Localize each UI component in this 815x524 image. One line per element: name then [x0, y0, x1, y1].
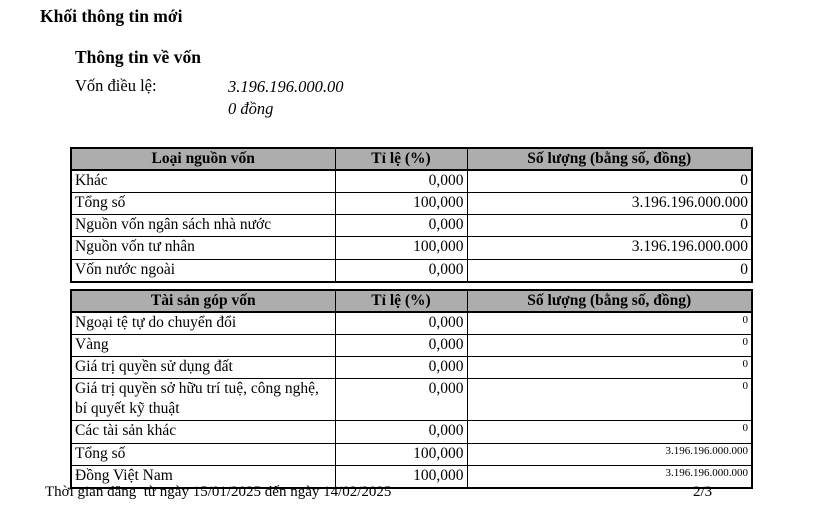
amount-cell: 0: [467, 379, 752, 421]
ratio-cell: 0,000: [335, 334, 467, 356]
ratio-cell: 100,000: [335, 237, 467, 259]
charter-capital-value: [228, 76, 418, 121]
ratio-cell: 0,000: [335, 421, 467, 443]
row-label-cell: Tổng số: [71, 193, 335, 215]
page-title: Khối thông tin mới: [40, 6, 183, 26]
table-row: [71, 312, 752, 335]
ratio-cell: 100,000: [335, 193, 467, 215]
header-row: [71, 148, 752, 170]
row-label-cell: Đồng Việt Nam: [71, 465, 335, 488]
column-header: Số lượng (bằng số, đồng): [467, 148, 752, 170]
charter-capital-value-line-1: 3.196.196.000.00: [228, 77, 344, 96]
amount-cell: 0: [467, 356, 752, 378]
amount-cell: 3.196.196.000.000: [467, 237, 752, 259]
tables-container: [70, 147, 751, 489]
column-header: Tỉ lệ (%): [335, 148, 467, 170]
capital-source-table: [70, 147, 753, 283]
ratio-cell: 0,000: [335, 259, 467, 282]
amount-cell: 0: [467, 259, 752, 282]
amount-cell: 3.196.196.000.000: [467, 443, 752, 465]
amount-cell: 0: [467, 215, 752, 237]
table-row: [71, 356, 752, 378]
amount-cell: 0: [467, 170, 752, 193]
ratio-cell: 100,000: [335, 465, 467, 488]
table-row: [71, 379, 752, 421]
table-row: [71, 215, 752, 237]
asset-contribution-table: [70, 289, 753, 489]
header-row: [71, 290, 752, 312]
section-title: Thông tin về vốn: [75, 47, 201, 67]
charter-capital-label: Vốn điều lệ:: [75, 76, 157, 95]
row-label-cell: Giá trị quyền sử dụng đất: [71, 356, 335, 378]
table-row: [71, 443, 752, 465]
ratio-cell: 0,000: [335, 215, 467, 237]
table-row: [71, 237, 752, 259]
ratio-cell: 0,000: [335, 312, 467, 335]
row-label-cell: Khác: [71, 170, 335, 193]
table-row: [71, 170, 752, 193]
ratio-cell: 0,000: [335, 379, 467, 421]
charter-capital-value-line-2: 0 đồng: [228, 99, 274, 119]
row-label-cell: Giá trị quyền sở hữu trí tuệ, công nghệ, bí quyết kỹ thuật: [71, 379, 335, 421]
column-header: Loại nguồn vốn: [71, 148, 335, 170]
row-label-cell: Vàng: [71, 334, 335, 356]
table-row: [71, 421, 752, 443]
row-label-cell: Nguồn vốn ngân sách nhà nước: [71, 215, 335, 237]
row-label-cell: Nguồn vốn tư nhân: [71, 237, 335, 259]
footer-period-text: Thời gian đăng từ ngày 15/01/2025 đến ngày 14/02/2025: [45, 484, 392, 500]
row-label-cell: Vốn nước ngoài: [71, 259, 335, 282]
footer-page-number: 2/3: [693, 484, 713, 500]
ratio-cell: 0,000: [335, 356, 467, 378]
amount-cell: 0: [467, 312, 752, 335]
column-header: Tài sản góp vốn: [71, 290, 335, 312]
amount-cell: 3.196.196.000.000: [467, 193, 752, 215]
row-label-cell: Tổng số: [71, 443, 335, 465]
amount-cell: 0: [467, 421, 752, 443]
table-row: [71, 193, 752, 215]
row-label-cell: Ngoại tệ tự do chuyển đổi: [71, 312, 335, 335]
ratio-cell: 0,000: [335, 170, 467, 193]
charter-capital-row: [75, 76, 344, 119]
amount-cell: 3.196.196.000.000: [467, 465, 752, 488]
table-row: [71, 259, 752, 282]
row-label-cell: Các tài sản khác: [71, 421, 335, 443]
table-row: [71, 334, 752, 356]
amount-cell: 0: [467, 334, 752, 356]
ratio-cell: 100,000: [335, 443, 467, 465]
column-header: Số lượng (bằng số, đồng): [467, 290, 752, 312]
column-header: Tỉ lệ (%): [335, 290, 467, 312]
